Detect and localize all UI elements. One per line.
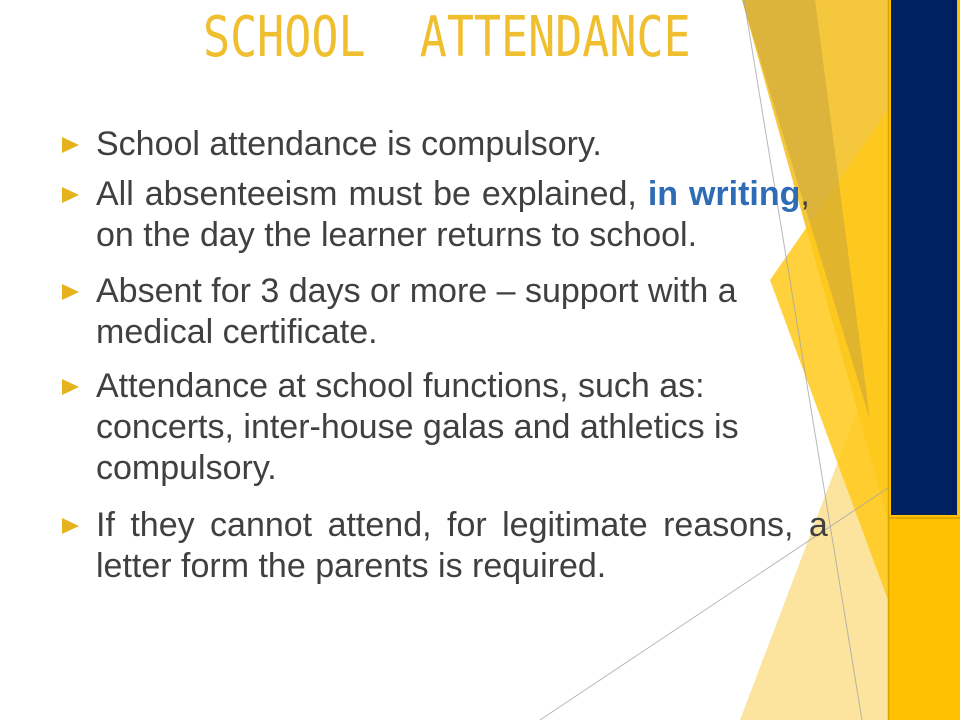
line-text: medical certificate.: [96, 313, 378, 351]
line-text: Attendance at school functions, such as:: [96, 367, 705, 405]
bullet-line: [96, 407, 852, 448]
bullet-line: [96, 546, 852, 587]
bullet-line: [96, 505, 852, 546]
bullet-text: [96, 271, 852, 353]
line-text: School attendance is compulsory.: [96, 125, 602, 163]
bullet-text: [96, 366, 852, 489]
line-text: ,: [800, 175, 810, 213]
emphasis-text: in writing: [647, 175, 801, 213]
bullet-arrow-icon: [62, 137, 79, 153]
bullet-item: [62, 271, 852, 353]
bullet-item: [62, 366, 852, 489]
bullet-line: [96, 448, 852, 489]
line-text: on the day the learner returns to school.: [96, 216, 698, 254]
bullet-item: [62, 174, 852, 256]
slide-title: SCHOOL ATTENDANCE: [203, 3, 691, 70]
line-text: letter form the parents is required.: [96, 547, 607, 585]
bullet-arrow-icon: [62, 187, 79, 203]
bullet-line: [96, 366, 852, 407]
line-text: Absent for 3 days or more – support with a: [96, 272, 737, 310]
line-text: All absenteeism must be explained,: [96, 175, 648, 213]
line-text: concerts, inter-house galas and athletics is: [96, 408, 739, 446]
bullet-text: [96, 505, 852, 587]
bullet-arrow-icon: [62, 518, 79, 534]
bullet-arrow-icon: [62, 284, 79, 300]
bullet-line: [96, 312, 852, 353]
line-text: compulsory.: [96, 449, 277, 487]
bullet-arrow-icon: [62, 379, 79, 395]
bullet-line: [96, 215, 852, 256]
bullet-item: [62, 124, 852, 165]
bullet-line: [96, 124, 852, 165]
bullet-text: [96, 124, 852, 165]
line-text: If they cannot attend, for legitimate reasons, a: [96, 506, 828, 544]
bullet-line: [96, 271, 852, 312]
bullet-item: [62, 505, 852, 587]
bullet-line: [96, 174, 852, 215]
sidebar-navy-panel: [891, 0, 957, 515]
bullet-text: [96, 174, 852, 256]
